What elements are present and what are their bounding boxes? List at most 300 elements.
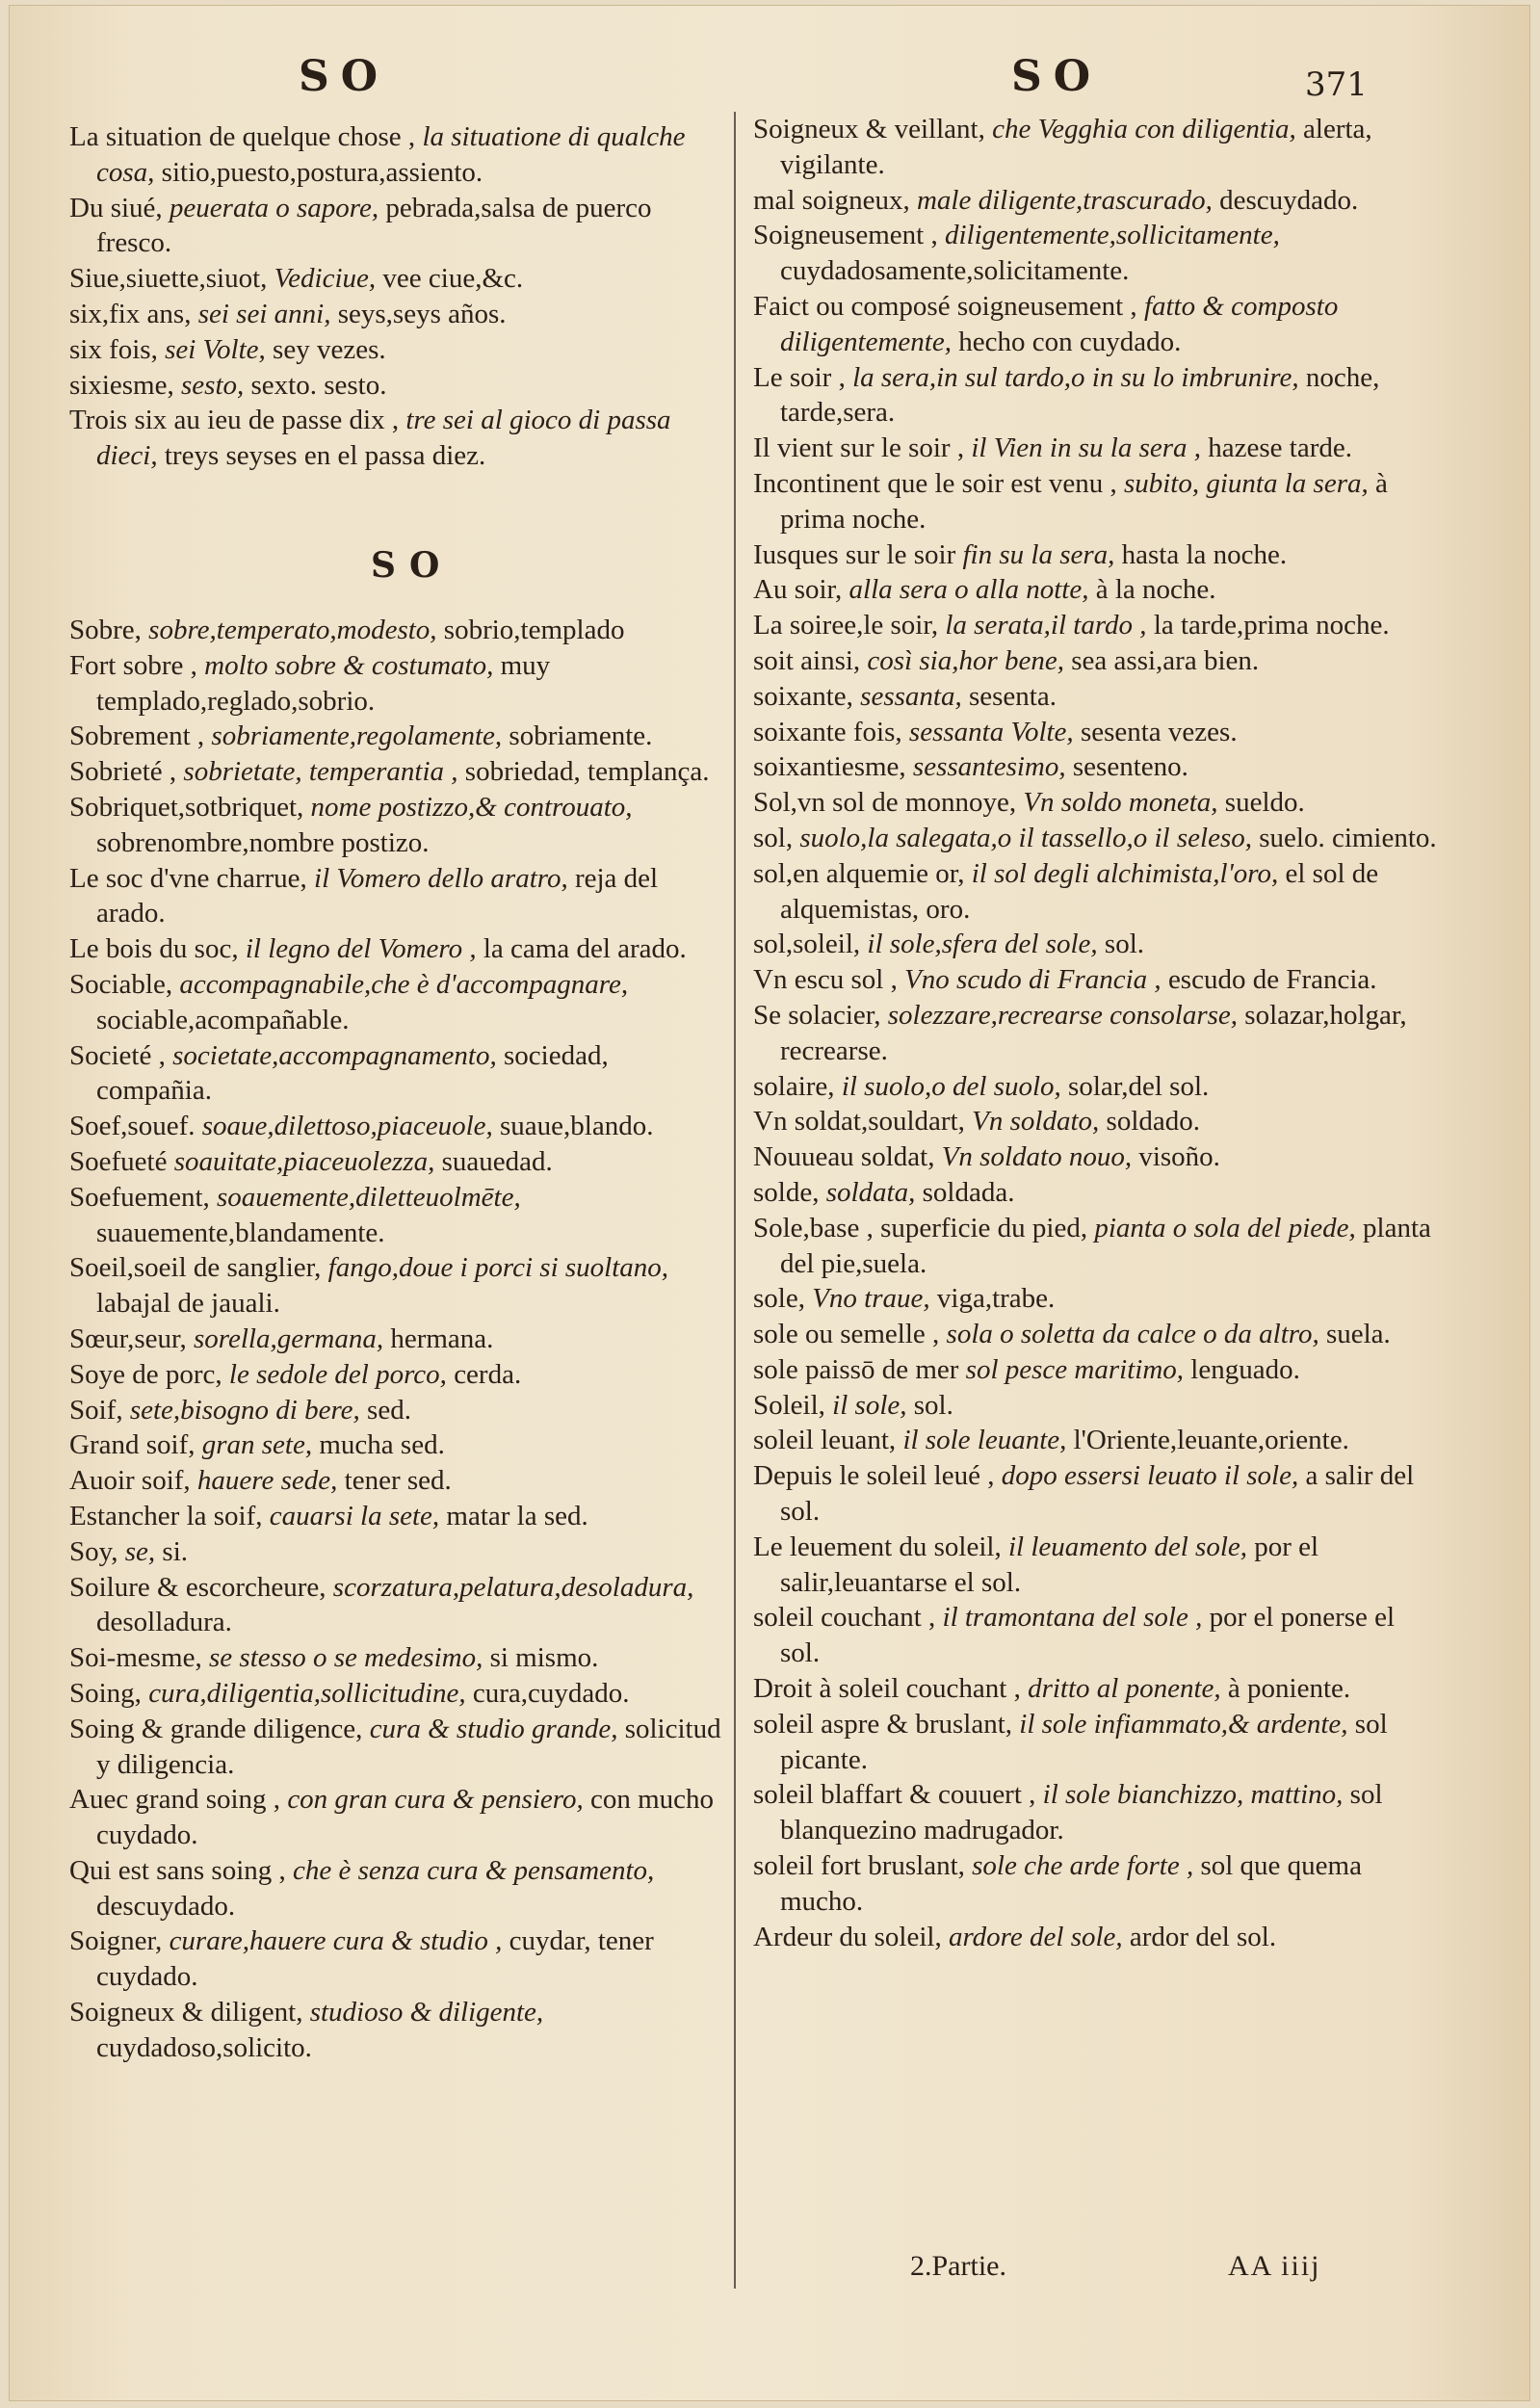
spanish-translation: sesenteno.: [1072, 751, 1188, 783]
italian-translation: soaue,dilettoso,piaceuole,: [201, 1111, 501, 1142]
footer-signature: AA iiij: [1228, 2250, 1321, 2282]
italian-translation: sol pesce maritimo,: [965, 1353, 1191, 1385]
italian-translation: societate,accompagnamento,: [172, 1039, 504, 1071]
dictionary-entry: [753, 112, 1437, 183]
french-headword: sixiesme,: [69, 369, 181, 401]
dictionary-entry: [69, 613, 724, 648]
french-headword: Sobrieté ,: [69, 756, 184, 788]
french-headword: Se solacier,: [753, 999, 888, 1031]
italian-translation: accompagnabile,che è d'accompagnare,: [179, 968, 629, 1000]
french-headword: Sobre,: [69, 615, 149, 645]
french-headword: Soy,: [69, 1535, 125, 1567]
left-column-bottom: [69, 613, 724, 2066]
italian-translation: pianta o sola del piede,: [1094, 1212, 1364, 1243]
italian-translation: sete,bisogno di bere,: [129, 1394, 368, 1426]
dictionary-entry: [753, 749, 1437, 785]
italian-translation: la serata,il tardo ,: [945, 610, 1154, 641]
dictionary-entry: [69, 191, 724, 262]
italian-translation: dritto al ponente,: [1028, 1673, 1228, 1705]
italian-translation: fango,doue i porci si suoltano,: [327, 1252, 669, 1284]
italian-translation: sessantesimo,: [912, 751, 1073, 783]
dictionary-entry: [753, 1104, 1437, 1139]
footer-part: 2.Partie.: [910, 2250, 1006, 2282]
dictionary-entry: [753, 1530, 1437, 1601]
dictionary-entry: [753, 821, 1437, 856]
french-headword: solde,: [753, 1176, 826, 1208]
spanish-translation: la cama del arado.: [483, 933, 687, 965]
dictionary-entry: [753, 1175, 1437, 1211]
italian-translation: soldata,: [825, 1176, 923, 1208]
spanish-translation: sed.: [367, 1394, 411, 1426]
dictionary-entry: [69, 261, 724, 297]
french-headword: Il vient sur le soir ,: [753, 432, 972, 464]
dictionary-entry: [753, 1352, 1437, 1388]
italian-translation: Vn soldo moneta,: [1023, 787, 1225, 819]
italian-translation: così sia,hor bene,: [867, 644, 1072, 676]
french-headword: soleil leuant,: [753, 1425, 903, 1456]
dictionary-entry: [69, 1357, 724, 1393]
spanish-translation: sociedad, compañia.: [96, 1039, 609, 1107]
french-headword: Vn soldat,souldart,: [753, 1106, 973, 1138]
french-headword: soleil couchant ,: [753, 1602, 943, 1634]
dictionary-entry: [69, 1427, 724, 1463]
dictionary-entry: [69, 1640, 724, 1676]
italian-translation: cura & studio grande,: [369, 1713, 625, 1744]
italian-translation: dopo essersi leuato il sole,: [1001, 1460, 1306, 1492]
spanish-translation: sey vezes.: [273, 333, 386, 365]
french-headword: Nouueau soldat,: [753, 1141, 942, 1173]
dictionary-entry: [753, 289, 1437, 360]
french-headword: soleil aspre & bruslant,: [753, 1708, 1020, 1740]
column-divider: [734, 112, 736, 2289]
spanish-translation: alerta, vigilante.: [780, 114, 1372, 180]
french-headword: Qui est sans soing ,: [69, 1854, 293, 1886]
spanish-translation: sobrenombre,nombre postizo.: [96, 826, 430, 858]
french-headword: Soilure & escorcheure,: [69, 1571, 333, 1603]
spanish-translation: por el salir,leuantarse el sol.: [780, 1531, 1319, 1598]
spanish-translation: sueldo.: [1224, 787, 1305, 819]
italian-translation: cauarsi la sete,: [269, 1500, 447, 1531]
french-headword: Fort sobre ,: [69, 649, 205, 681]
dictionary-entry: [69, 1109, 724, 1144]
dictionary-entry: [753, 856, 1437, 928]
dictionary-entry: [753, 1920, 1437, 1955]
french-headword: soixante,: [753, 680, 861, 712]
french-headword: Sobriquet,sotbriquet,: [69, 791, 311, 823]
right-running-header: SO: [1011, 52, 1103, 101]
italian-translation: male diligente,trascurado,: [916, 184, 1220, 216]
spanish-translation: sol.: [913, 1389, 953, 1421]
italian-translation: che è senza cura & pensamento,: [293, 1854, 655, 1886]
spanish-translation: desolladura.: [96, 1607, 232, 1638]
french-headword: Du siué,: [69, 192, 170, 223]
dictionary-entry: [753, 360, 1437, 432]
spanish-translation: visoño.: [1138, 1141, 1220, 1173]
italian-translation: sorella,germana,: [193, 1322, 391, 1354]
italian-translation: gran sete,: [201, 1429, 320, 1461]
french-headword: Sociable,: [69, 968, 180, 1000]
spanish-translation: treys seyses en el passa diez.: [164, 440, 486, 472]
french-headword: Soigner,: [69, 1925, 170, 1957]
spanish-translation: sobrio,templado: [443, 615, 625, 645]
italian-translation: Vediciue,: [274, 263, 383, 295]
italian-translation: le sedole del porco,: [228, 1358, 455, 1390]
dictionary-entry: [69, 1534, 724, 1570]
dictionary-entry: [753, 643, 1437, 679]
italian-translation: il sole,: [832, 1389, 914, 1421]
italian-translation: sessanta Volte,: [908, 716, 1081, 747]
french-headword: Soef,souef.: [69, 1111, 202, 1142]
french-headword: soleil blaffart & couuert ,: [753, 1779, 1043, 1811]
spanish-translation: à la noche.: [1095, 574, 1216, 606]
italian-translation: sobriamente,regolamente,: [211, 720, 509, 752]
spanish-translation: sea assi,ara bien.: [1071, 644, 1260, 676]
italian-translation: che Vegghia con diligentia,: [992, 114, 1304, 144]
italian-translation: sole che arde forte ,: [972, 1850, 1201, 1882]
french-headword: mal soigneux,: [753, 184, 917, 216]
italian-translation: Vn soldato,: [972, 1106, 1107, 1138]
italian-translation: subito, giunta la sera,: [1123, 467, 1375, 499]
spanish-translation: labajal de jauali.: [96, 1288, 280, 1320]
dictionary-entry: [753, 962, 1437, 998]
italian-translation: peuerata o sapore,: [169, 192, 386, 223]
french-headword: Sol,vn sol de monnoye,: [753, 787, 1024, 819]
italian-translation: il Vien in su la sera ,: [971, 432, 1209, 464]
french-headword: Soing,: [69, 1677, 149, 1709]
spanish-translation: solicitud y diligencia.: [96, 1713, 721, 1780]
italian-translation: la sera,in sul tardo,o in su lo imbrunire,: [852, 361, 1306, 393]
dictionary-entry: [69, 1250, 724, 1322]
dictionary-entry: [69, 754, 724, 790]
dictionary-entry: [753, 785, 1437, 821]
spanish-translation: sol blanquezino madrugador.: [780, 1779, 1383, 1846]
dictionary-entry: [753, 679, 1437, 715]
french-headword: Soleil,: [753, 1389, 833, 1421]
french-headword: Soye de porc,: [69, 1358, 229, 1390]
dictionary-entry: [69, 1853, 724, 1924]
dictionary-entry: [69, 1463, 724, 1499]
dictionary-entry: [753, 537, 1437, 573]
french-headword: six,fix ans,: [69, 298, 198, 329]
left-running-header: SO: [299, 52, 390, 101]
italian-translation: ardore del sole,: [948, 1921, 1130, 1952]
italian-translation: il Vomero dello aratro,: [314, 862, 575, 894]
italian-translation: curare,hauere cura & studio ,: [169, 1925, 509, 1957]
dictionary-entry: [753, 1317, 1437, 1352]
dictionary-page: [10, 6, 1529, 2400]
italian-translation: hauere sede,: [196, 1465, 345, 1497]
italian-translation: se stesso o se medesimo,: [209, 1642, 490, 1674]
french-headword: Estancher la soif,: [69, 1500, 270, 1531]
spanish-translation: sol.: [1104, 929, 1144, 960]
spanish-translation: solar,del sol.: [1068, 1070, 1210, 1102]
french-headword: Soefuement,: [69, 1181, 218, 1213]
spanish-translation: hazese tarde.: [1208, 432, 1353, 464]
french-headword: Soigneusement ,: [753, 220, 945, 251]
dictionary-entry: [69, 1180, 724, 1251]
dictionary-entry: [69, 719, 724, 754]
french-headword: Incontinent que le soir est venu ,: [753, 467, 1124, 499]
spanish-translation: si mismo.: [489, 1642, 599, 1674]
french-headword: sol,: [753, 822, 800, 853]
dictionary-entry: [753, 1777, 1437, 1848]
italian-translation: sesto,: [181, 369, 251, 401]
french-headword: Iusques sur le soir: [753, 538, 963, 570]
italian-translation: fin su la sera,: [962, 538, 1122, 570]
spanish-translation: lenguado.: [1190, 1353, 1300, 1385]
dictionary-entry: [753, 1423, 1437, 1458]
dictionary-entry: [753, 466, 1437, 537]
spanish-translation: suela.: [1325, 1319, 1391, 1350]
french-headword: Trois six au ieu de passe dix ,: [69, 405, 406, 436]
spanish-translation: suauemente,blandamente.: [96, 1217, 385, 1248]
italian-translation: il suolo,o del suolo,: [841, 1070, 1069, 1102]
french-headword: six fois,: [69, 333, 166, 365]
spanish-translation: soldada.: [922, 1176, 1015, 1208]
french-headword: Soefueté: [69, 1145, 174, 1177]
italian-translation: sei Volte,: [165, 333, 274, 365]
french-headword: Soing & grande diligence,: [69, 1713, 370, 1744]
italian-translation: tre sei al gioco di passa dieci,: [96, 405, 671, 472]
spanish-translation: sociable,acompañable.: [96, 1004, 350, 1035]
dictionary-entry: [753, 1458, 1437, 1530]
spanish-translation: sitio,puesto,postura,assiento.: [161, 156, 483, 188]
italian-translation: Vn soldato nouo,: [941, 1141, 1139, 1173]
italian-translation: sola o soletta da calce o da altro,: [946, 1319, 1326, 1350]
spanish-translation: solazar,holgar, recrearse.: [780, 999, 1407, 1066]
spanish-translation: sol picante.: [780, 1708, 1388, 1775]
dictionary-entry: [69, 403, 724, 474]
italian-translation: Vno traue,: [812, 1283, 937, 1315]
spanish-translation: suelo. cimiento.: [1259, 822, 1437, 853]
french-headword: soleil fort bruslant,: [753, 1850, 973, 1882]
spanish-translation: cuydar, tener cuydado.: [96, 1925, 654, 1993]
italian-translation: cura,diligentia,sollicitudine,: [148, 1677, 473, 1709]
italian-translation: il legno del Vomero ,: [245, 933, 483, 965]
french-headword: sol,en alquemie or,: [753, 857, 972, 889]
spanish-translation: cerda.: [454, 1358, 522, 1390]
french-headword: Vn escu sol ,: [753, 964, 905, 996]
italian-translation: Vno scudo di Francia ,: [904, 964, 1168, 996]
french-headword: Droit à soleil couchant ,: [753, 1673, 1029, 1705]
dictionary-entry: [753, 927, 1437, 962]
section-heading: SO: [371, 545, 454, 586]
french-headword: Sobrement ,: [69, 720, 212, 752]
dictionary-entry: [69, 1038, 724, 1110]
dictionary-entry: [69, 332, 724, 368]
spanish-translation: el sol de alquemistas, oro.: [780, 857, 1379, 925]
spanish-translation: hasta la noche.: [1121, 538, 1288, 570]
dictionary-entry: [69, 967, 724, 1038]
french-headword: Societé ,: [69, 1039, 173, 1071]
french-headword: Soeil,soeil de sanglier,: [69, 1252, 328, 1284]
spanish-translation: à poniente.: [1227, 1673, 1351, 1705]
dictionary-entry: [69, 1712, 724, 1783]
french-headword: Sole,base , superficie du pied,: [753, 1212, 1095, 1243]
dictionary-entry: [69, 648, 724, 720]
french-headword: Le soc d'vne charrue,: [69, 862, 315, 894]
dictionary-entry: [753, 431, 1437, 466]
spanish-translation: sobriedad, templança.: [464, 756, 710, 788]
italian-translation: sobre,temperato,modesto,: [148, 615, 444, 645]
spanish-translation: descuydado.: [96, 1890, 236, 1922]
italian-translation: il tramontana del sole ,: [942, 1602, 1210, 1634]
spanish-translation: l'Oriente,leuante,oriente.: [1073, 1425, 1349, 1456]
spanish-translation: cuydadoso,solicito.: [96, 2031, 312, 2063]
dictionary-entry: [753, 1707, 1437, 1778]
dictionary-entry: [753, 998, 1437, 1069]
italian-translation: soauitate,piaceuolezza,: [173, 1145, 442, 1177]
dictionary-entry: [753, 1139, 1437, 1175]
right-column: [753, 112, 1437, 1954]
dictionary-entry: [69, 1144, 724, 1180]
italian-translation: sessanta,: [860, 680, 969, 712]
french-headword: sole ou semelle ,: [753, 1319, 947, 1350]
spanish-translation: reja del arado.: [96, 862, 659, 929]
dictionary-entry: [753, 1848, 1437, 1920]
french-headword: Soi-mesme,: [69, 1642, 209, 1674]
italian-translation: solezzare,recrearse consolarse,: [887, 999, 1245, 1031]
dictionary-entry: [753, 183, 1437, 219]
dictionary-entry: [69, 368, 724, 404]
italian-translation: il sol degli alchimista,l'oro,: [971, 857, 1286, 889]
spanish-translation: escudo de Francia.: [1167, 964, 1377, 996]
french-headword: La situation de quelque chose ,: [69, 121, 423, 152]
spanish-translation: ardor del sol.: [1129, 1921, 1277, 1952]
italian-translation: suolo,la salegata,o il tassello,o il seleso,: [799, 822, 1260, 853]
french-headword: Auec grand soing ,: [69, 1784, 288, 1816]
italian-translation: il sole bianchizzo, mattino,: [1042, 1779, 1350, 1811]
spanish-translation: mucha sed.: [319, 1429, 445, 1461]
spanish-translation: a salir del sol.: [780, 1460, 1415, 1528]
italian-translation: nome postizzo,& controuato,: [310, 791, 633, 823]
spanish-translation: vee ciue,&c.: [382, 263, 524, 295]
french-headword: Le soir ,: [753, 361, 853, 393]
italian-translation: sei sei anni,: [197, 298, 338, 329]
french-headword: Au soir,: [753, 574, 849, 606]
left-column-top: [69, 119, 724, 474]
dictionary-entry: [69, 931, 724, 967]
french-headword: Soigneux & veillant,: [753, 114, 993, 144]
spanish-translation: descuydado.: [1219, 184, 1359, 216]
italian-translation: scorzatura,pelatura,desoladura,: [332, 1571, 694, 1603]
dictionary-entry: [69, 1570, 724, 1641]
spanish-translation: seys,seys años.: [337, 298, 507, 329]
french-headword: sole paissō de mer: [753, 1353, 966, 1385]
spanish-translation: muy templado,reglado,sobrio.: [96, 649, 551, 717]
french-headword: Le bois du soc,: [69, 933, 246, 965]
spanish-translation: tener sed.: [344, 1465, 452, 1497]
dictionary-entry: [753, 1281, 1437, 1317]
dictionary-entry: [69, 297, 724, 332]
french-headword: sol,soleil,: [753, 929, 868, 960]
italian-translation: alla sera o alla notte,: [848, 574, 1096, 606]
spanish-translation: sexto. sesto.: [250, 369, 387, 401]
page-number: 371: [1305, 65, 1368, 104]
french-headword: Depuis le soleil leué ,: [753, 1460, 1002, 1492]
dictionary-entry: [753, 1600, 1437, 1671]
french-headword: Auoir soif,: [69, 1465, 197, 1497]
spanish-translation: con mucho cuydado.: [96, 1784, 715, 1851]
french-headword: soixantiesme,: [753, 751, 913, 783]
italian-translation: il sole leuante,: [902, 1425, 1074, 1456]
dictionary-entry: [753, 1069, 1437, 1105]
dictionary-entry: [69, 1499, 724, 1534]
spanish-translation: si.: [162, 1535, 189, 1567]
spanish-translation: noche, tarde,sera.: [780, 361, 1380, 429]
french-headword: Faict ou composé soigneusement ,: [753, 290, 1144, 322]
french-headword: solaire,: [753, 1070, 842, 1102]
french-headword: Soif,: [69, 1394, 130, 1426]
dictionary-entry: [69, 1393, 724, 1428]
spanish-translation: planta del pie,suela.: [780, 1212, 1431, 1279]
spanish-translation: soldado.: [1106, 1106, 1200, 1138]
french-headword: sole,: [753, 1283, 813, 1315]
french-headword: Sœur,seur,: [69, 1322, 194, 1354]
french-headword: soixante fois,: [753, 716, 909, 747]
dictionary-entry: [69, 1924, 724, 1995]
italian-translation: fatto & composto diligentemente,: [780, 290, 1339, 357]
italian-translation: soauemente,diletteuolmēte,: [217, 1181, 521, 1213]
dictionary-entry: [753, 1671, 1437, 1707]
spanish-translation: hecho con cuydado.: [958, 326, 1182, 357]
italian-translation: il sole infiammato,& ardente,: [1019, 1708, 1355, 1740]
spanish-translation: sobriamente.: [509, 720, 653, 752]
spanish-translation: hermana.: [390, 1322, 494, 1354]
italian-translation: molto sobre & costumato,: [204, 649, 501, 681]
spanish-translation: sesenta vezes.: [1080, 716, 1238, 747]
dictionary-entry: [69, 1782, 724, 1853]
dictionary-entry: [753, 608, 1437, 643]
spanish-translation: matar la sed.: [446, 1500, 588, 1531]
french-headword: La soiree,le soir,: [753, 610, 946, 641]
italian-translation: il leuamento del sole,: [1007, 1531, 1255, 1562]
italian-translation: sobrietate, temperantia ,: [183, 756, 465, 788]
french-headword: soit ainsi,: [753, 644, 868, 676]
italian-translation: se,: [124, 1535, 163, 1567]
dictionary-entry: [753, 218, 1437, 289]
spanish-translation: suaue,blando.: [500, 1111, 654, 1142]
french-headword: Siue,siuette,siuot,: [69, 263, 274, 295]
spanish-translation: por el ponerse el sol.: [780, 1602, 1396, 1669]
french-headword: Soigneux & diligent,: [69, 1997, 310, 2028]
dictionary-entry: [69, 1995, 724, 2066]
dictionary-entry: [69, 861, 724, 932]
italian-translation: il sole,sfera del sole,: [867, 929, 1105, 960]
spanish-translation: la tarde,prima noche.: [1153, 610, 1390, 641]
dictionary-entry: [69, 1322, 724, 1357]
french-headword: Grand soif,: [69, 1429, 202, 1461]
spanish-translation: pebrada,salsa de puerco fresco.: [96, 192, 652, 259]
dictionary-entry: [69, 1676, 724, 1712]
spanish-translation: suauedad.: [441, 1145, 553, 1177]
italian-translation: la situatione di qualche cosa,: [96, 121, 686, 188]
spanish-translation: cuydadosamente,solicitamente.: [780, 255, 1130, 287]
spanish-translation: cura,cuydado.: [472, 1677, 630, 1709]
spanish-translation: sol que quema mucho.: [780, 1850, 1362, 1917]
spanish-translation: à prima noche.: [780, 467, 1388, 535]
french-headword: Ardeur du soleil,: [753, 1921, 949, 1952]
dictionary-entry: [753, 1211, 1437, 1282]
spanish-translation: viga,trabe.: [936, 1283, 1056, 1315]
italian-translation: studioso & diligente,: [309, 1997, 544, 2028]
dictionary-entry: [69, 790, 724, 861]
dictionary-entry: [69, 119, 724, 191]
italian-translation: con gran cura & pensiero,: [287, 1784, 590, 1816]
spanish-translation: sesenta.: [968, 680, 1057, 712]
dictionary-entry: [753, 572, 1437, 608]
french-headword: Le leuement du soleil,: [753, 1531, 1008, 1562]
